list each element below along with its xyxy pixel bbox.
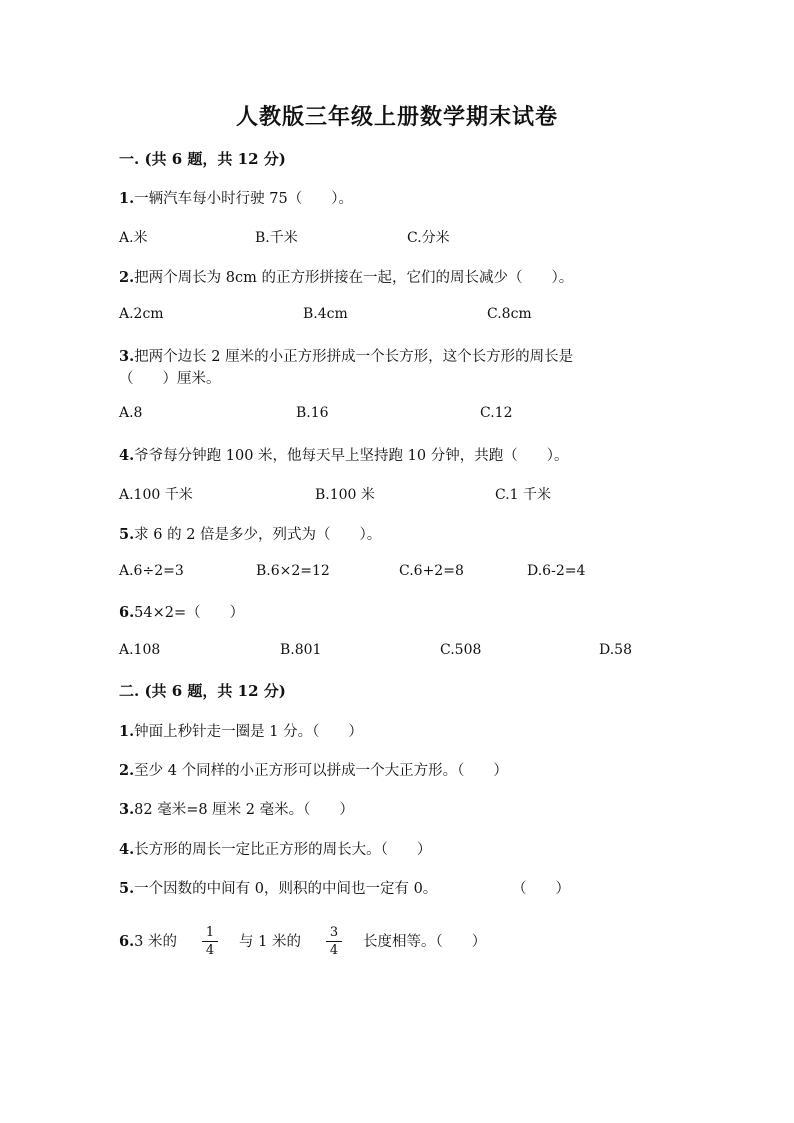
option-b: B.100 米 <box>315 487 375 503</box>
question-text: 把两个周长为 8cm 的正方形拼接在一起，它们的周长减少（ ）。 <box>134 270 574 286</box>
option-a: A.108 <box>119 642 161 658</box>
question-3-continuation: （ ）厘米。 <box>119 371 221 387</box>
option-d: D.6-2=4 <box>527 563 586 579</box>
question-text: 钟面上秒针走一圈是 1 分。（ ） <box>134 724 363 740</box>
question-text: 求 6 的 2 倍是多少，列式为（ ）。 <box>134 527 382 543</box>
fraction-three-quarters <box>326 925 342 958</box>
option-c: C.分米 <box>407 230 450 246</box>
question-text: 3 米的 <box>134 934 177 950</box>
judgment-2 <box>119 759 508 780</box>
question-1 <box>119 187 353 208</box>
option-b: B.千米 <box>255 230 298 246</box>
question-number: 5. <box>119 880 135 897</box>
question-number: 1. <box>119 190 135 207</box>
option-a: A.6÷2=3 <box>119 563 184 579</box>
question-4 <box>119 444 568 465</box>
question-text: 54×2=（ ） <box>134 605 245 621</box>
question-6 <box>119 601 244 622</box>
question-3 <box>119 345 573 366</box>
question-5 <box>119 523 381 544</box>
question-number: 4. <box>119 841 135 858</box>
question-text: 一辆汽车每小时行驶 75（ ）。 <box>134 191 353 207</box>
judgment-4 <box>119 838 431 859</box>
option-c: C.508 <box>440 642 482 658</box>
option-b: B.801 <box>280 642 322 658</box>
judgment-6-part-c: 长度相等。（ ） <box>363 934 487 950</box>
question-text: 爷爷每分钟跑 100 米，他每天早上坚持跑 10 分钟，共跑（ ）。 <box>134 448 569 464</box>
option-a: A.100 千米 <box>119 487 193 503</box>
question-text: 至少 4 个同样的小正方形可以拼成一个大正方形。（ ） <box>134 763 508 779</box>
option-b: B.16 <box>296 405 329 421</box>
question-number: 2. <box>119 762 135 779</box>
option-c: C.12 <box>480 405 513 421</box>
fraction-denominator: 4 <box>329 943 339 958</box>
question-text: 一个因数的中间有 0，则积的中间也一定有 0。 <box>134 881 438 897</box>
question-number: 2. <box>119 269 135 286</box>
section-2-header: 二. (共 6 题，共 12 分) <box>119 682 286 700</box>
fraction-one-quarter <box>202 925 218 958</box>
fraction-bar <box>202 941 218 942</box>
option-a: A.2cm <box>119 306 164 322</box>
question-number: 6. <box>119 604 135 621</box>
fraction-numerator: 1 <box>205 925 215 940</box>
question-2 <box>119 266 573 287</box>
judgment-5 <box>119 877 437 898</box>
option-b: B.6×2=12 <box>256 563 330 579</box>
judgment-6-part-b: 与 1 米的 <box>239 934 301 950</box>
question-number: 3. <box>119 801 135 818</box>
question-text: 82 毫米=8 厘米 2 毫米。（ ） <box>134 802 354 818</box>
section-1-header: 一. (共 6 题，共 12 分) <box>119 150 286 168</box>
question-number: 5. <box>119 526 135 543</box>
option-c: C.1 千米 <box>495 487 552 503</box>
question-number: 4. <box>119 447 135 464</box>
judgment-5-answer-blank: （ ） <box>512 881 570 897</box>
option-c: C.8cm <box>487 306 532 322</box>
fraction-numerator: 3 <box>329 925 339 940</box>
option-c: C.6+2=8 <box>399 563 464 579</box>
judgment-1 <box>119 720 363 741</box>
option-a: A.米 <box>119 230 148 246</box>
question-text: 长方形的周长一定比正方形的周长大。（ ） <box>134 842 432 858</box>
question-number: 6. <box>119 933 135 950</box>
question-number: 1. <box>119 723 135 740</box>
judgment-3 <box>119 798 354 819</box>
option-a: A.8 <box>119 405 143 421</box>
judgment-6-part-a <box>119 930 177 951</box>
page-title: 人教版三年级上册数学期末试卷 <box>235 104 558 130</box>
option-b: B.4cm <box>303 306 348 322</box>
fraction-denominator: 4 <box>205 943 215 958</box>
fraction-bar <box>326 941 342 942</box>
question-number: 3. <box>119 348 135 365</box>
option-d: D.58 <box>599 642 632 658</box>
question-text: 把两个边长 2 厘米的小正方形拼成一个长方形，这个长方形的周长是 <box>134 349 574 365</box>
